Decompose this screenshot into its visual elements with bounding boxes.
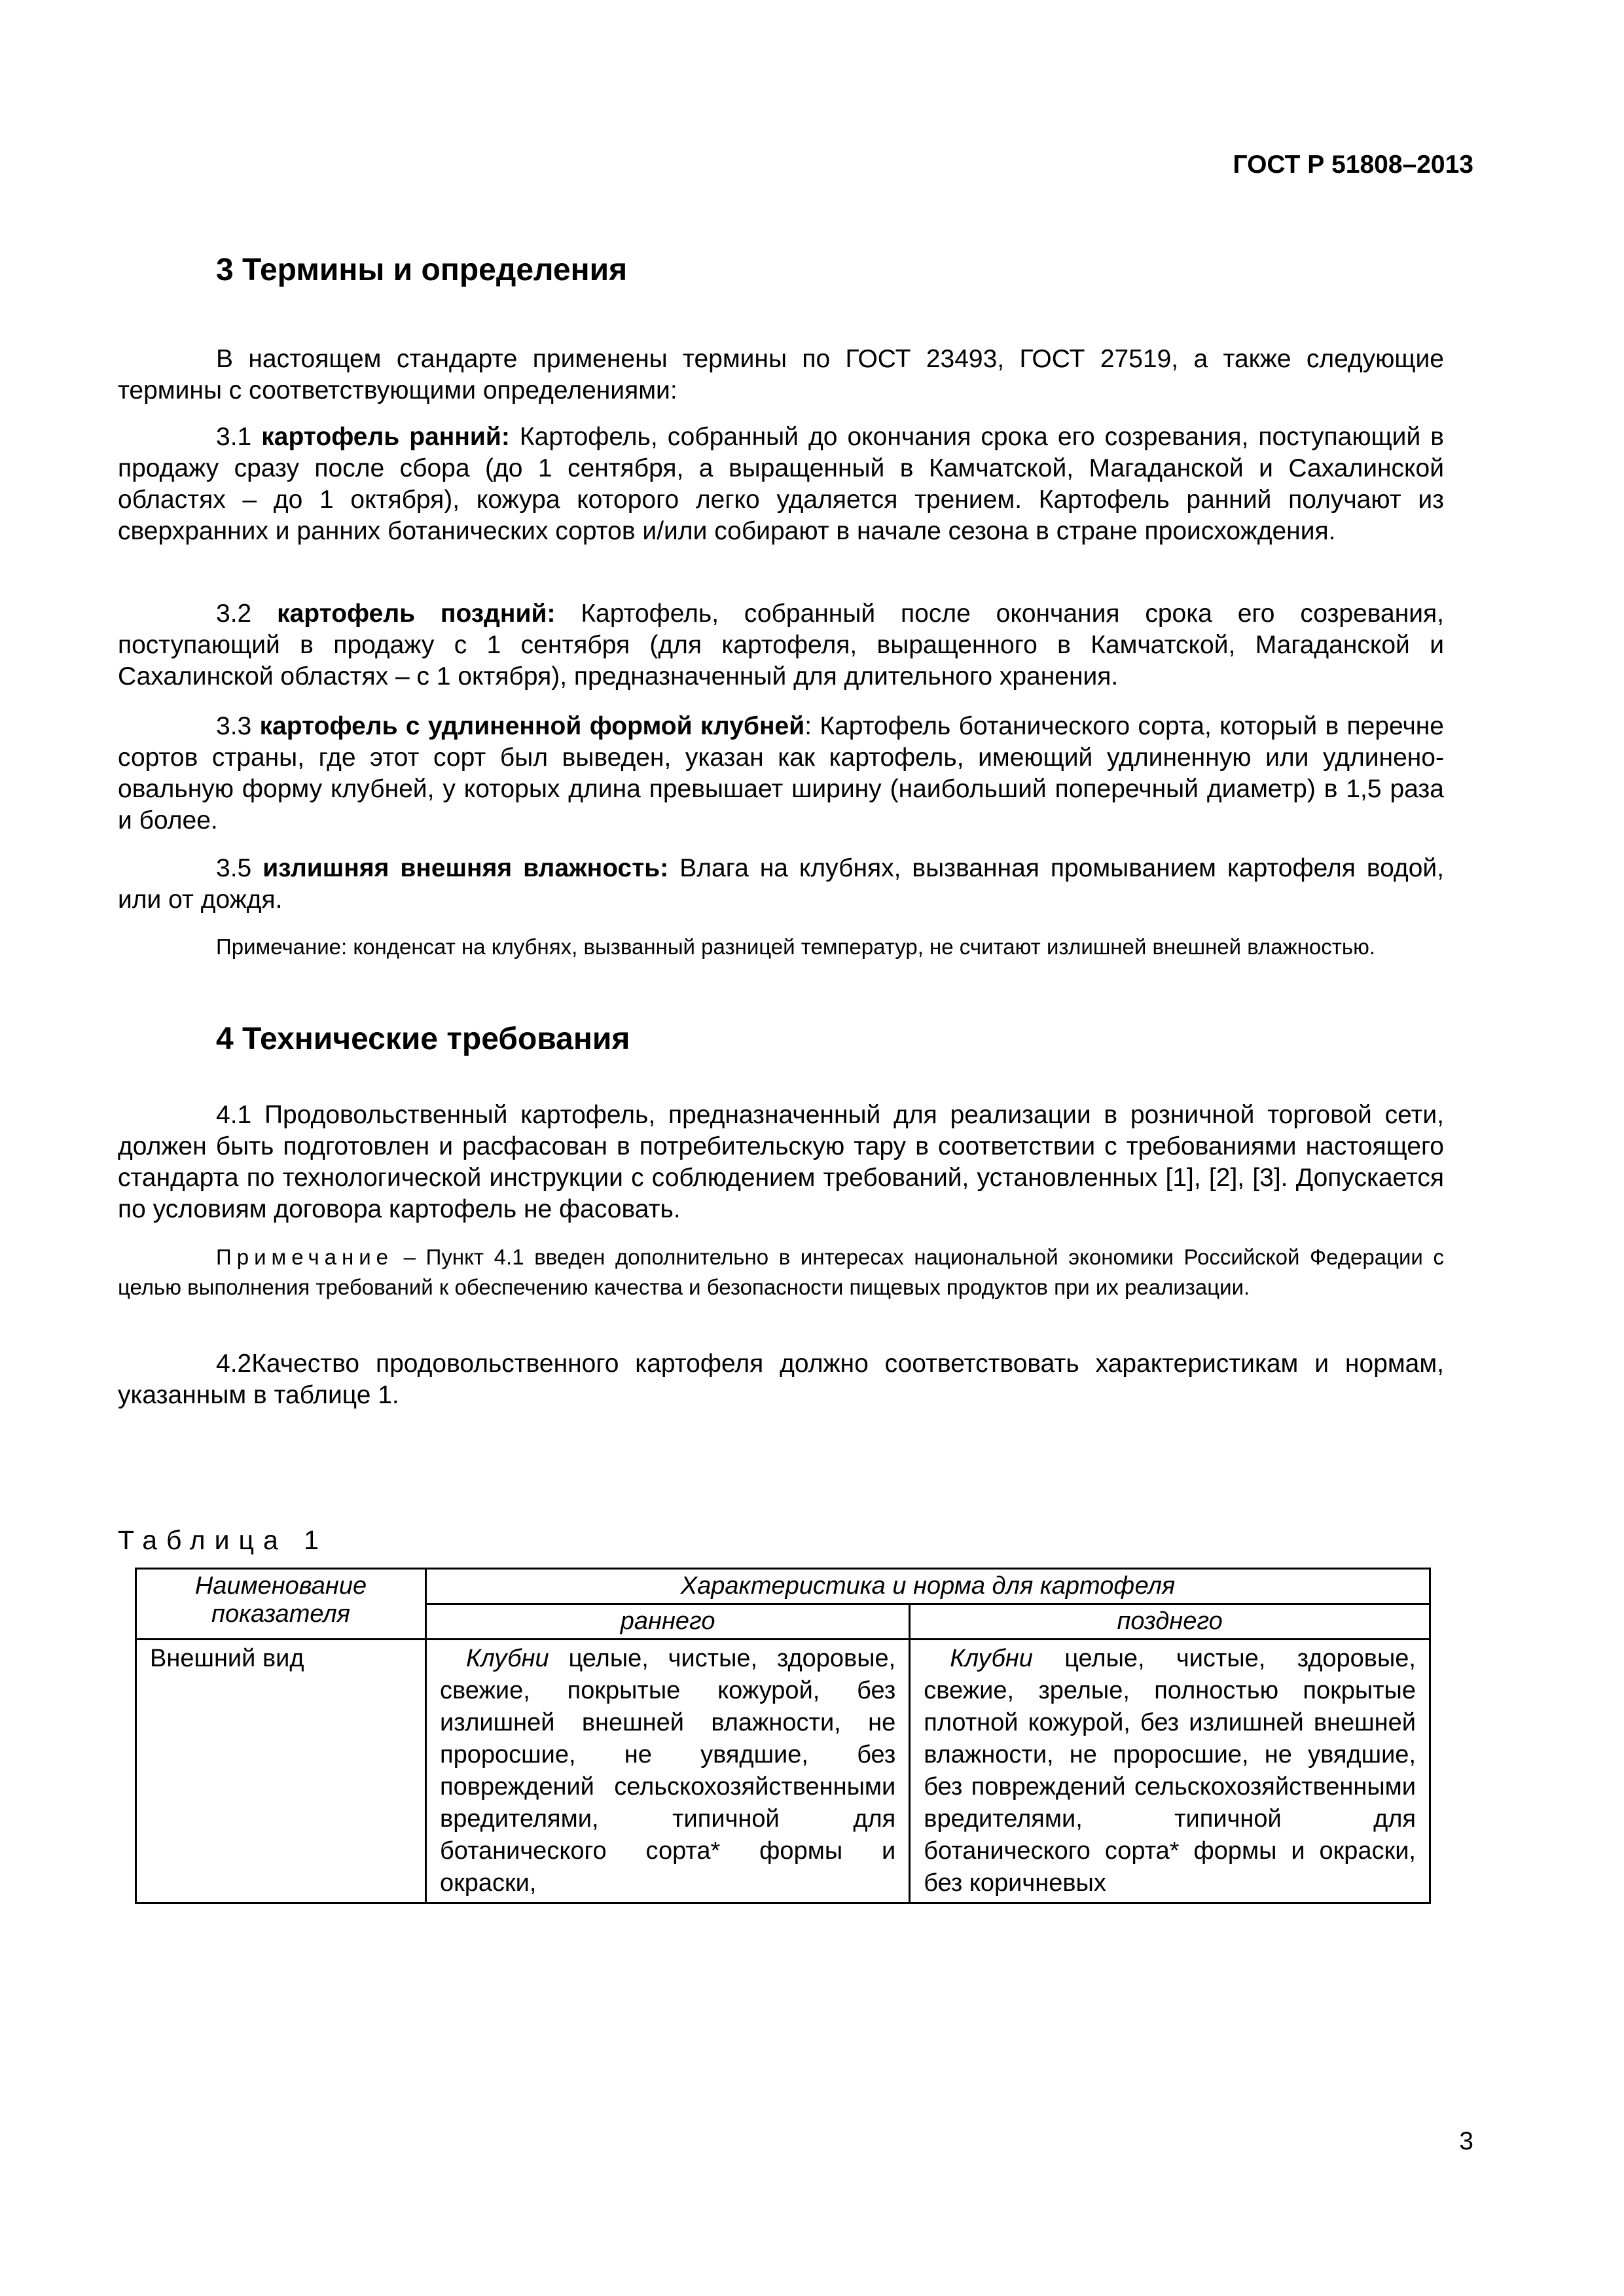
- term-number: 3.5: [216, 854, 252, 882]
- section-4-note: [118, 1242, 1444, 1302]
- header-indicator-name: Наименование показателя: [136, 1569, 426, 1640]
- term-3-3: [118, 711, 1444, 836]
- paragraph-4-2: 4.2Качество продовольственного картофеля должно соответствовать характеристикам и нормам, указанным в таблице 1.: [118, 1350, 1444, 1409]
- table-1: [135, 1568, 1431, 1904]
- term-definition: : Картофель ботанического сорта, который в перечне сортов страны, где этот сорт был выведен, указан как картофель, имеющий удлиненную или удлинено-овальную форму клубней, у которых длина превышает ширину (наибольший поперечный диаметр) в 1,5 раза и более.: [118, 712, 1444, 834]
- section-3-title: 3 Термины и определения: [216, 253, 628, 287]
- section-3-note: Примечание: конденсат на клубнях, вызванный разницей температур, не считают излишней внешней влажностью.: [216, 935, 1376, 959]
- term-number: 3.1: [216, 423, 252, 451]
- row-indicator-name: Внешний вид: [136, 1640, 426, 1903]
- value-text: целые, чистые, здоровые, свежие, покрытые кожурой, без излишней внешней влажности, не проросшие, не увядшие, без повреждений сельскохозяйственными вредителями, типичной для ботанического сорта* формы и окраски,: [440, 1645, 896, 1897]
- section-4-title: 4 Технические требования: [216, 1022, 630, 1056]
- value-text: целые, чистые, здоровые, свежие, зрелые, полностью покрытые плотной кожурой, без излишней внешней влажности, не проросшие, не увядшие, без повреждений сельскохозяйственными вредителями, типичной для ботанического сорта* формы и окраски, без коричневых: [924, 1645, 1416, 1897]
- paragraph-4-1: 4.1 Продовольственный картофель, предназначенный для реализации в розничной торговой сети, должен быть подготовлен и расфасован в потребительскую тару в соответствии с требованиями настоящего стандарта по технологической инструкции с соблюдением требований, установленных [1], [2], [3]. Допускается по условиям договора картофель не фасовать.: [118, 1101, 1444, 1223]
- table-caption: Таблица 1: [118, 1525, 328, 1555]
- row-late-value: [910, 1640, 1430, 1903]
- term-3-2: [118, 598, 1444, 692]
- row-early-value: [426, 1640, 910, 1903]
- value-lead-word: Клубни: [950, 1645, 1033, 1672]
- term-name: картофель поздний:: [277, 600, 556, 628]
- standard-code-header: ГОСТ Р 51808–2013: [1233, 151, 1473, 179]
- term-3-1: [118, 422, 1444, 547]
- term-definition: Влага на клубнях, вызванная промыванием картофеля водой, или от дождя.: [118, 854, 1444, 914]
- header-early: раннего: [426, 1604, 910, 1640]
- value-lead-word: Клубни: [466, 1645, 549, 1672]
- term-name: картофель ранний:: [261, 423, 510, 451]
- header-late: позднего: [910, 1604, 1430, 1640]
- header-characteristic-group: Характеристика и норма для картофеля: [426, 1569, 1430, 1604]
- table-row: [136, 1640, 1430, 1903]
- term-number: 3.2: [216, 600, 252, 628]
- term-definition: Картофель, собранный после окончания срока его созревания, поступающий в продажу с 1 сентября (для картофеля, выращенного в Камчатской, Магаданской и Сахалинской областях – с 1 октября), предназначенный для длительного хранения.: [118, 600, 1445, 691]
- term-name: картофель с удлиненной формой клубней: [259, 712, 805, 740]
- page-number: 3: [1459, 2127, 1473, 2155]
- note-text: – Пункт 4.1 введен дополнительно в интересах национальной экономики Российской Федерации с целью выполнения требований к обеспечению качества и безопасности пищевых продуктов при их реализации.: [118, 1245, 1444, 1299]
- table-header-row: [136, 1569, 1430, 1604]
- section-3-intro: В настоящем стандарте применены термины по ГОСТ 23493, ГОСТ 27519, а также следующие термины с соответствующими определениями:: [118, 345, 1444, 404]
- term-definition: Картофель, собранный до окончания срока его созревания, поступающий в продажу сразу после сбора (до 1 сентября, а выращенный в Камчатской, Магаданской и Сахалинской областях – до 1 октября), кожура которого легко удаляется трением. Картофель ранний получают из сверхранних и ранних ботанических сортов и/или собирают в начале сезона в стране происхождения.: [118, 423, 1445, 545]
- term-number: 3.3: [216, 712, 252, 740]
- term-name: излишняя внешняя влажность:: [262, 854, 669, 882]
- note-label: Примечание: [216, 1245, 394, 1269]
- term-3-5: [118, 853, 1444, 916]
